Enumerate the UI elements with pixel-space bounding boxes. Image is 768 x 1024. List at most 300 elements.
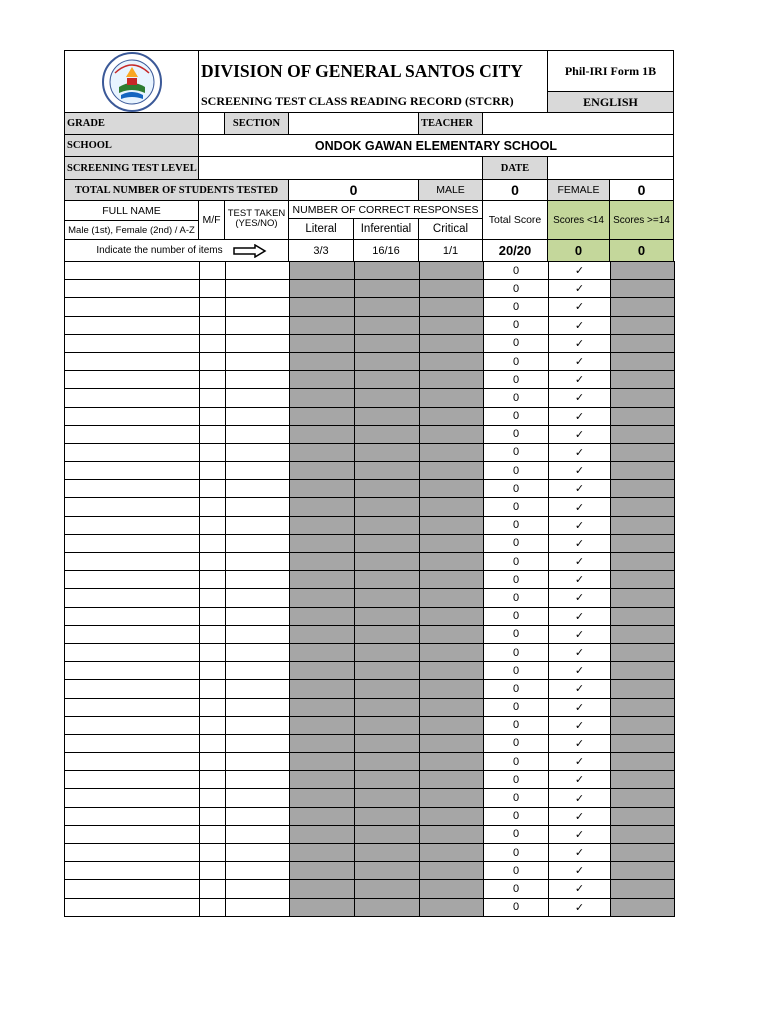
critical-cell[interactable]: [420, 643, 484, 661]
student-name-cell[interactable]: [65, 389, 200, 407]
scores-low-cell: ✓: [549, 298, 611, 316]
literal-cell[interactable]: [290, 680, 355, 698]
literal-cell[interactable]: [290, 534, 355, 552]
total-score-cell: 0: [484, 480, 549, 498]
literal-cell[interactable]: [290, 862, 355, 880]
teacher-value[interactable]: [482, 112, 674, 135]
literal-cell[interactable]: [290, 807, 355, 825]
inferential-cell[interactable]: [355, 734, 420, 752]
critical-cell[interactable]: [420, 716, 484, 734]
literal-cell[interactable]: [290, 443, 355, 461]
mf-cell[interactable]: [200, 425, 226, 443]
critical-cell[interactable]: [420, 298, 484, 316]
scores-high-cell: [611, 425, 675, 443]
logo-cell: [64, 50, 199, 113]
inferential-cell[interactable]: [355, 716, 420, 734]
inferential-cell[interactable]: [355, 589, 420, 607]
total-score-cell: 0: [484, 462, 549, 480]
literal-cell[interactable]: [290, 516, 355, 534]
student-name-cell[interactable]: [65, 625, 200, 643]
test-taken-cell[interactable]: [226, 571, 290, 589]
school-label: SCHOOL: [64, 134, 199, 157]
student-name-cell[interactable]: [65, 734, 200, 752]
critical-cell[interactable]: [420, 480, 484, 498]
critical-cell[interactable]: [420, 443, 484, 461]
test-taken-header: [224, 200, 289, 240]
test-taken-line2: (YES/NO): [235, 218, 278, 229]
student-name-cell[interactable]: [65, 571, 200, 589]
student-name-cell[interactable]: [65, 316, 200, 334]
student-name-cell[interactable]: [65, 643, 200, 661]
scores-high-cell: [611, 789, 675, 807]
section-value[interactable]: [288, 112, 419, 135]
inferential-cell[interactable]: [355, 480, 420, 498]
student-name-cell[interactable]: [65, 407, 200, 425]
table-row: [65, 389, 675, 407]
mf-cell[interactable]: [200, 407, 226, 425]
mf-cell[interactable]: [200, 516, 226, 534]
form-label: Phil-IRI Form 1B: [547, 50, 674, 92]
critical-cell[interactable]: [420, 898, 484, 916]
critical-cell[interactable]: [420, 280, 484, 298]
mf-cell[interactable]: [200, 880, 226, 898]
mf-cell[interactable]: [200, 734, 226, 752]
table-row: [65, 607, 675, 625]
test-taken-cell[interactable]: [226, 789, 290, 807]
student-name-cell[interactable]: [65, 771, 200, 789]
critical-cell[interactable]: [420, 589, 484, 607]
inferential-cell[interactable]: [355, 316, 420, 334]
student-name-cell[interactable]: [65, 334, 200, 352]
test-taken-cell[interactable]: [226, 280, 290, 298]
female-value: 0: [609, 179, 674, 201]
literal-cell[interactable]: [290, 734, 355, 752]
scores-high-cell: [611, 371, 675, 389]
literal-cell[interactable]: [290, 698, 355, 716]
inferential-cell[interactable]: [355, 680, 420, 698]
total-score-cell: 0: [484, 425, 549, 443]
literal-cell[interactable]: [290, 625, 355, 643]
test-taken-cell[interactable]: [226, 298, 290, 316]
critical-cell[interactable]: [420, 844, 484, 862]
table-row: [65, 807, 675, 825]
student-name-cell[interactable]: [65, 516, 200, 534]
scores-high-cell: [611, 498, 675, 516]
total-score-cell: 0: [484, 825, 549, 843]
table-row: [65, 571, 675, 589]
total-score-cell: 0: [484, 680, 549, 698]
literal-cell[interactable]: [290, 298, 355, 316]
critical-cell[interactable]: [420, 571, 484, 589]
inferential-cell[interactable]: [355, 771, 420, 789]
table-row: [65, 553, 675, 571]
total-score-cell: 0: [484, 534, 549, 552]
test-taken-cell[interactable]: [226, 771, 290, 789]
critical-cell[interactable]: [420, 753, 484, 771]
mf-cell[interactable]: [200, 298, 226, 316]
student-name-cell[interactable]: [65, 680, 200, 698]
test-taken-cell[interactable]: [226, 553, 290, 571]
mf-cell[interactable]: [200, 625, 226, 643]
inferential-cell[interactable]: [355, 407, 420, 425]
critical-cell[interactable]: [420, 880, 484, 898]
mf-cell[interactable]: [200, 534, 226, 552]
literal-cell[interactable]: [290, 898, 355, 916]
inferential-cell[interactable]: [355, 389, 420, 407]
scores-low-cell: ✓: [549, 789, 611, 807]
table-row: [65, 352, 675, 370]
scores-high-cell: [611, 462, 675, 480]
literal-cell[interactable]: [290, 571, 355, 589]
literal-header: Literal: [288, 218, 354, 240]
mf-cell[interactable]: [200, 607, 226, 625]
literal-cell[interactable]: [290, 389, 355, 407]
total-score-cell: 0: [484, 371, 549, 389]
test-taken-cell[interactable]: [226, 389, 290, 407]
total-score-cell: 0: [484, 589, 549, 607]
critical-cell[interactable]: [420, 498, 484, 516]
mf-cell[interactable]: [200, 680, 226, 698]
table-row: [65, 825, 675, 843]
literal-cell[interactable]: [290, 316, 355, 334]
critical-cell[interactable]: [420, 407, 484, 425]
table-row: [65, 698, 675, 716]
scores-high-cell: [611, 844, 675, 862]
grade-value[interactable]: [198, 112, 225, 135]
mf-cell[interactable]: [200, 480, 226, 498]
student-name-cell[interactable]: [65, 789, 200, 807]
test-taken-cell[interactable]: [226, 844, 290, 862]
critical-cell[interactable]: [420, 462, 484, 480]
scores-high-cell: [611, 553, 675, 571]
items-high-count: 0: [609, 239, 674, 262]
critical-cell[interactable]: [420, 316, 484, 334]
inferential-cell[interactable]: [355, 352, 420, 370]
items-row-label: Indicate the number of items: [96, 245, 223, 256]
critical-cell[interactable]: [420, 262, 484, 280]
critical-cell[interactable]: [420, 807, 484, 825]
critical-cell[interactable]: [420, 553, 484, 571]
scores-low-cell: ✓: [549, 625, 611, 643]
inferential-cell[interactable]: [355, 498, 420, 516]
name-order-header: Male (1st), Female (2nd) / A-Z: [64, 220, 199, 240]
male-label: MALE: [418, 179, 483, 201]
mf-cell[interactable]: [200, 352, 226, 370]
test-taken-cell[interactable]: [226, 589, 290, 607]
school-value[interactable]: ONDOK GAWAN ELEMENTARY SCHOOL: [198, 134, 674, 157]
mf-cell[interactable]: [200, 789, 226, 807]
test-taken-cell[interactable]: [226, 316, 290, 334]
inferential-cell[interactable]: [355, 880, 420, 898]
student-name-cell[interactable]: [65, 825, 200, 843]
test-taken-cell[interactable]: [226, 898, 290, 916]
mf-cell[interactable]: [200, 662, 226, 680]
test-taken-cell[interactable]: [226, 880, 290, 898]
items-critical: 1/1: [418, 239, 483, 262]
items-total: 20/20: [482, 239, 548, 262]
table-row: [65, 298, 675, 316]
total-score-cell: 0: [484, 625, 549, 643]
test-taken-cell[interactable]: [226, 262, 290, 280]
student-name-cell[interactable]: [65, 425, 200, 443]
student-name-cell[interactable]: [65, 371, 200, 389]
student-name-cell[interactable]: [65, 880, 200, 898]
student-name-cell[interactable]: [65, 298, 200, 316]
inferential-cell[interactable]: [355, 789, 420, 807]
literal-cell[interactable]: [290, 462, 355, 480]
test-taken-cell[interactable]: [226, 607, 290, 625]
items-low-count: 0: [547, 239, 610, 262]
scores-high-cell: [611, 280, 675, 298]
inferential-cell[interactable]: [355, 898, 420, 916]
student-name-cell[interactable]: [65, 262, 200, 280]
mf-cell[interactable]: [200, 371, 226, 389]
table-row: [65, 862, 675, 880]
literal-cell[interactable]: [290, 553, 355, 571]
scores-low-cell: ✓: [549, 771, 611, 789]
test-taken-cell[interactable]: [226, 334, 290, 352]
mf-cell[interactable]: [200, 862, 226, 880]
critical-cell[interactable]: [420, 607, 484, 625]
mf-cell[interactable]: [200, 262, 226, 280]
student-name-cell[interactable]: [65, 443, 200, 461]
language-label: ENGLISH: [547, 91, 674, 113]
test-taken-cell[interactable]: [226, 734, 290, 752]
mf-cell[interactable]: [200, 898, 226, 916]
scores-low-cell: ✓: [549, 753, 611, 771]
critical-cell[interactable]: [420, 625, 484, 643]
test-taken-cell[interactable]: [226, 407, 290, 425]
scores-low-cell: ✓: [549, 662, 611, 680]
table-row: [65, 625, 675, 643]
student-name-cell[interactable]: [65, 462, 200, 480]
scores-low-cell: ✓: [549, 862, 611, 880]
inferential-cell[interactable]: [355, 643, 420, 661]
mf-cell[interactable]: [200, 753, 226, 771]
critical-cell[interactable]: [420, 789, 484, 807]
items-literal: 3/3: [288, 239, 354, 262]
total-score-cell: 0: [484, 807, 549, 825]
inferential-cell[interactable]: [355, 553, 420, 571]
inferential-cell[interactable]: [355, 698, 420, 716]
mf-cell[interactable]: [200, 571, 226, 589]
literal-cell[interactable]: [290, 771, 355, 789]
test-taken-cell[interactable]: [226, 662, 290, 680]
student-name-cell[interactable]: [65, 352, 200, 370]
test-taken-cell[interactable]: [226, 680, 290, 698]
student-name-cell[interactable]: [65, 589, 200, 607]
test-taken-cell[interactable]: [226, 425, 290, 443]
table-row: [65, 262, 675, 280]
inferential-cell[interactable]: [355, 825, 420, 843]
critical-cell[interactable]: [420, 425, 484, 443]
mf-cell[interactable]: [200, 698, 226, 716]
literal-cell[interactable]: [290, 643, 355, 661]
test-taken-cell[interactable]: [226, 480, 290, 498]
student-name-cell[interactable]: [65, 844, 200, 862]
student-name-cell[interactable]: [65, 534, 200, 552]
critical-cell[interactable]: [420, 334, 484, 352]
literal-cell[interactable]: [290, 880, 355, 898]
inferential-cell[interactable]: [355, 371, 420, 389]
mf-cell[interactable]: [200, 498, 226, 516]
mf-cell[interactable]: [200, 716, 226, 734]
student-name-cell[interactable]: [65, 807, 200, 825]
table-row: [65, 407, 675, 425]
grade-label: GRADE: [64, 112, 199, 135]
literal-cell[interactable]: [290, 844, 355, 862]
inferential-cell[interactable]: [355, 516, 420, 534]
student-name-cell[interactable]: [65, 480, 200, 498]
scores-high-cell: [611, 880, 675, 898]
test-taken-cell[interactable]: [226, 462, 290, 480]
critical-cell[interactable]: [420, 516, 484, 534]
test-taken-cell[interactable]: [226, 825, 290, 843]
student-name-cell[interactable]: [65, 716, 200, 734]
mf-cell[interactable]: [200, 589, 226, 607]
literal-cell[interactable]: [290, 498, 355, 516]
inferential-cell[interactable]: [355, 807, 420, 825]
test-taken-cell[interactable]: [226, 625, 290, 643]
inferential-cell[interactable]: [355, 662, 420, 680]
literal-cell[interactable]: [290, 371, 355, 389]
table-row: [65, 716, 675, 734]
literal-cell[interactable]: [290, 825, 355, 843]
mf-cell[interactable]: [200, 443, 226, 461]
items-row-label-cell: [64, 239, 289, 262]
test-taken-cell[interactable]: [226, 862, 290, 880]
critical-cell[interactable]: [420, 680, 484, 698]
student-name-cell[interactable]: [65, 662, 200, 680]
test-taken-cell[interactable]: [226, 716, 290, 734]
total-score-cell: 0: [484, 498, 549, 516]
literal-cell[interactable]: [290, 425, 355, 443]
test-taken-cell[interactable]: [226, 371, 290, 389]
mf-cell[interactable]: [200, 280, 226, 298]
critical-cell[interactable]: [420, 352, 484, 370]
critical-cell[interactable]: [420, 662, 484, 680]
scores-high-cell: [611, 807, 675, 825]
student-name-cell[interactable]: [65, 498, 200, 516]
critical-cell[interactable]: [420, 771, 484, 789]
inferential-cell[interactable]: [355, 462, 420, 480]
test-taken-cell[interactable]: [226, 352, 290, 370]
mf-cell[interactable]: [200, 825, 226, 843]
student-name-cell[interactable]: [65, 553, 200, 571]
mf-cell[interactable]: [200, 316, 226, 334]
items-inferential: 16/16: [353, 239, 419, 262]
mf-cell[interactable]: [200, 389, 226, 407]
mf-cell[interactable]: [200, 553, 226, 571]
critical-cell[interactable]: [420, 825, 484, 843]
inferential-cell[interactable]: [355, 443, 420, 461]
scores-high-cell: [611, 898, 675, 916]
mf-cell[interactable]: [200, 462, 226, 480]
scores-high-cell: [611, 262, 675, 280]
test-taken-cell[interactable]: [226, 643, 290, 661]
student-name-cell[interactable]: [65, 607, 200, 625]
test-taken-cell[interactable]: [226, 698, 290, 716]
literal-cell[interactable]: [290, 262, 355, 280]
inferential-cell[interactable]: [355, 534, 420, 552]
table-row: [65, 534, 675, 552]
total-score-cell: 0: [484, 862, 549, 880]
literal-cell[interactable]: [290, 789, 355, 807]
scores-high-cell: [611, 753, 675, 771]
mf-cell[interactable]: [200, 334, 226, 352]
literal-cell[interactable]: [290, 662, 355, 680]
inferential-cell[interactable]: [355, 862, 420, 880]
literal-cell[interactable]: [290, 407, 355, 425]
female-label: FEMALE: [547, 179, 610, 201]
date-value[interactable]: [547, 156, 674, 180]
total-score-cell: 0: [484, 553, 549, 571]
subtitle: SCREENING TEST CLASS READING RECORD (STCRR): [198, 91, 548, 113]
student-name-cell[interactable]: [65, 698, 200, 716]
test-taken-cell[interactable]: [226, 807, 290, 825]
table-row: [65, 662, 675, 680]
student-name-cell[interactable]: [65, 280, 200, 298]
scores-low-cell: ✓: [549, 880, 611, 898]
test-taken-cell[interactable]: [226, 498, 290, 516]
literal-cell[interactable]: [290, 480, 355, 498]
student-name-cell[interactable]: [65, 753, 200, 771]
literal-cell[interactable]: [290, 334, 355, 352]
scores-low-cell: ✓: [549, 825, 611, 843]
inferential-cell[interactable]: [355, 625, 420, 643]
test-taken-cell[interactable]: [226, 534, 290, 552]
critical-cell[interactable]: [420, 698, 484, 716]
inferential-cell[interactable]: [355, 334, 420, 352]
scores-high-cell: [611, 534, 675, 552]
inferential-cell[interactable]: [355, 425, 420, 443]
inferential-cell[interactable]: [355, 753, 420, 771]
student-name-cell[interactable]: [65, 898, 200, 916]
inferential-cell[interactable]: [355, 571, 420, 589]
critical-cell[interactable]: [420, 389, 484, 407]
inferential-cell[interactable]: [355, 607, 420, 625]
literal-cell[interactable]: [290, 716, 355, 734]
literal-cell[interactable]: [290, 607, 355, 625]
critical-cell[interactable]: [420, 734, 484, 752]
total-score-cell: 0: [484, 571, 549, 589]
inferential-cell[interactable]: [355, 844, 420, 862]
inferential-cell[interactable]: [355, 280, 420, 298]
literal-cell[interactable]: [290, 753, 355, 771]
inferential-cell[interactable]: [355, 262, 420, 280]
scores-low-cell: ✓: [549, 498, 611, 516]
level-value[interactable]: [198, 156, 483, 180]
critical-cell[interactable]: [420, 371, 484, 389]
mf-cell[interactable]: [200, 643, 226, 661]
inferential-cell[interactable]: [355, 298, 420, 316]
student-name-cell[interactable]: [65, 862, 200, 880]
mf-cell[interactable]: [200, 844, 226, 862]
literal-cell[interactable]: [290, 280, 355, 298]
test-taken-cell[interactable]: [226, 516, 290, 534]
literal-cell[interactable]: [290, 589, 355, 607]
test-taken-cell[interactable]: [226, 443, 290, 461]
literal-cell[interactable]: [290, 352, 355, 370]
critical-cell[interactable]: [420, 534, 484, 552]
total-score-cell: 0: [484, 334, 549, 352]
mf-cell[interactable]: [200, 807, 226, 825]
scores-high-cell: [611, 352, 675, 370]
critical-cell[interactable]: [420, 862, 484, 880]
scores-low-cell: ✓: [549, 425, 611, 443]
test-taken-cell[interactable]: [226, 753, 290, 771]
mf-cell[interactable]: [200, 771, 226, 789]
